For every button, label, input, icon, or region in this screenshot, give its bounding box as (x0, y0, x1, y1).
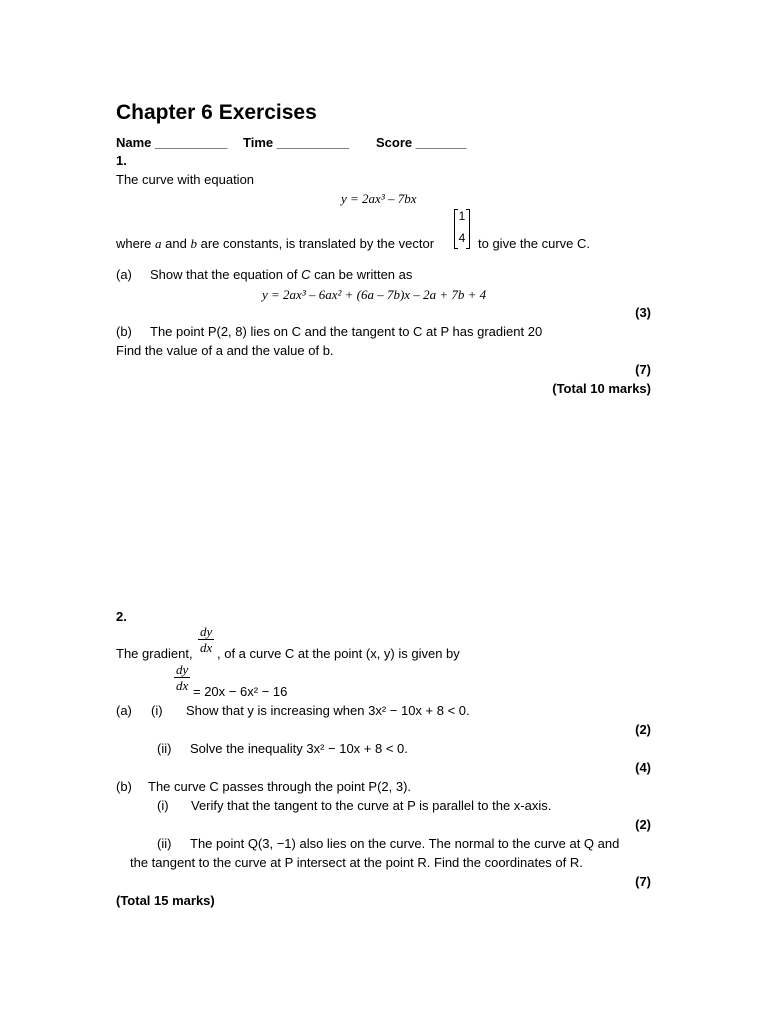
part-1a-curve: C (301, 267, 311, 282)
score-field-label: Score _______ (376, 135, 467, 150)
part-1b-label: (b) (116, 324, 132, 339)
part-1a-text-end: can be written as (314, 267, 413, 282)
part-2a-ii-label: (ii) (157, 741, 172, 756)
translate-prefix: where (116, 236, 152, 251)
derivative-rhs: = 20x − 6x² − 16 (193, 684, 288, 699)
question-1-number: 1. (116, 153, 127, 168)
part-1b-marks: (7) (635, 362, 651, 377)
question-1-translate-suffix (478, 236, 590, 252)
gradient-text: , of a curve C at the point (x, y) is given by (217, 646, 460, 661)
question-1-total: (Total 10 marks) (552, 381, 651, 396)
part-2b-label: (b) (116, 779, 132, 794)
frac-denominator: dx (200, 640, 213, 655)
part-2a-i-label: (i) (151, 703, 163, 718)
part-1a-marks: (3) (635, 305, 651, 320)
page-title: Chapter 6 Exercises (116, 101, 317, 124)
part-1a-equation: y = 2ax³ – 6ax² + (6a – 7b)x – 2a + 7b + 4 (262, 287, 487, 302)
part-1b-find: Find the value of a and the value of b. (116, 343, 334, 358)
translate-and: and (165, 236, 187, 251)
part-1a-text (150, 267, 412, 283)
part-2a-ii-marks: (4) (635, 760, 651, 775)
part-2b-i-marks: (2) (635, 817, 651, 832)
question-1-equation: y = 2ax³ – 7bx (341, 191, 417, 206)
part-2b-text: The curve C passes through the point P(2, 3). (148, 779, 412, 794)
gradient-prefix: The gradient, (116, 646, 193, 661)
derivative-frac-numerator: dy (176, 662, 189, 677)
translate-var-a: a (155, 236, 162, 251)
derivative-frac-denominator: dx (176, 678, 189, 693)
part-1b-text: The point P(2, 8) lies on C and the tangent to C at P has gradient 20 (150, 324, 543, 339)
question-1-intro: The curve with equation (116, 172, 255, 187)
question-1-translate-line (116, 236, 434, 252)
part-2a-i-text: Show that y is increasing when 3x² − 10x + 8 < 0. (186, 703, 470, 718)
time-field-label: Time __________ (243, 135, 350, 150)
translate-var-b: b (190, 236, 197, 251)
question-2-number: 2. (116, 609, 127, 624)
part-2b-ii-text: The point Q(3, −1) also lies on the curve. The normal to the curve at Q and (190, 836, 620, 851)
translation-vector (454, 209, 470, 247)
part-2b-ii-text-continued: the tangent to the curve at P intersect at the point R. Find the coordinates of R. (130, 855, 583, 870)
part-1a-label: (a) (116, 267, 132, 282)
derivative-fraction (174, 662, 190, 693)
part-2b-i-text: Verify that the tangent to the curve at P is parallel to the x-axis. (191, 798, 552, 813)
part-2b-ii-marks: (7) (635, 874, 651, 889)
part-1a-text-start: Show that the equation of (150, 267, 298, 282)
question-2-total: (Total 15 marks) (116, 893, 215, 908)
vector-bottom-value: 4 (458, 231, 466, 245)
part-2a-i-marks: (2) (635, 722, 651, 737)
name-field-label: Name __________ (116, 135, 228, 150)
vector-top-value: 1 (458, 209, 466, 223)
part-2a-ii-text: Solve the inequality 3x² − 10x + 8 < 0. (190, 741, 408, 756)
gradient-fraction (198, 624, 214, 655)
translate-suffix: to give the curve (478, 236, 574, 251)
part-2b-i-label: (i) (157, 798, 169, 813)
frac-numerator: dy (200, 624, 213, 639)
part-2a-label: (a) (116, 703, 132, 718)
curve-c-label: C. (577, 236, 591, 251)
part-2b-ii-label: (ii) (157, 836, 172, 851)
translate-text: are constants, is translated by the vector (200, 236, 435, 251)
